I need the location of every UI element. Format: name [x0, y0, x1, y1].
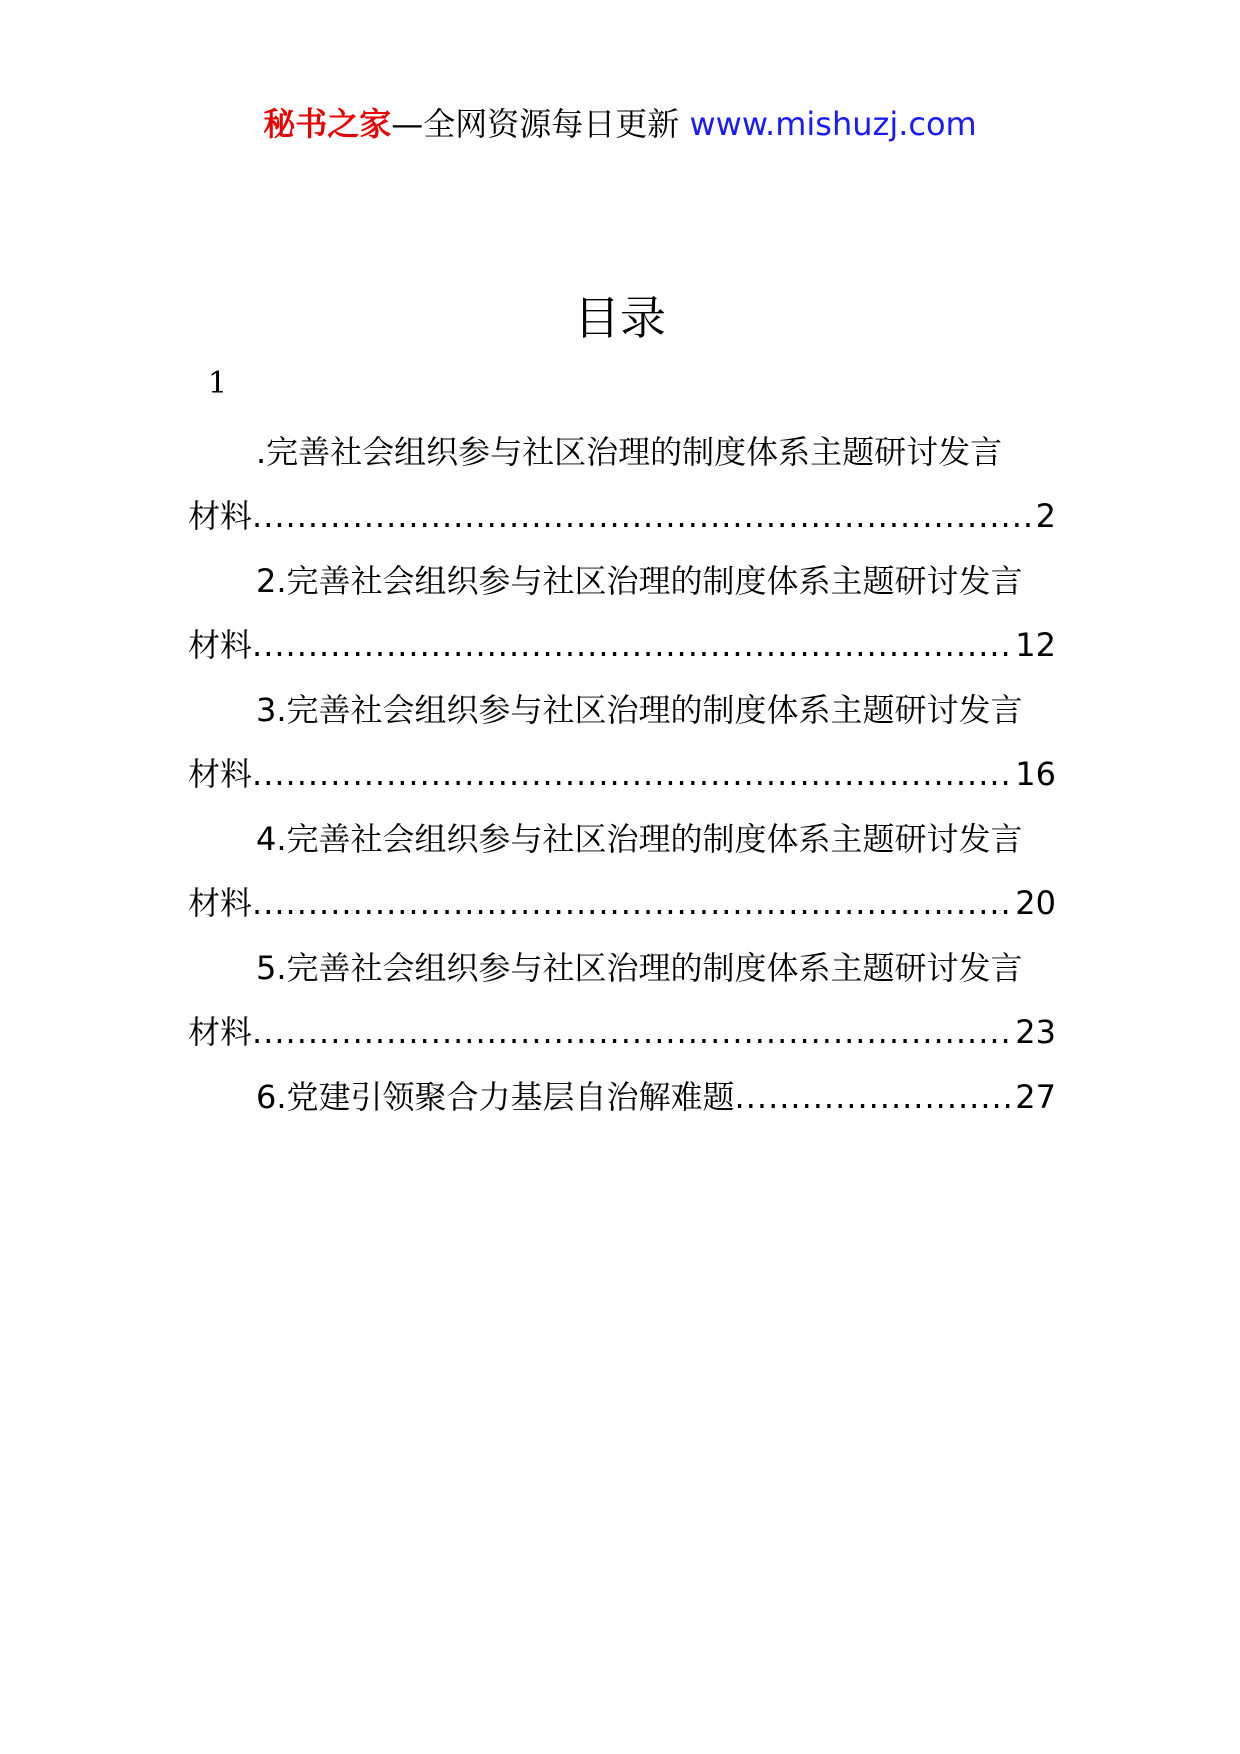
dot-leader: [252, 484, 1034, 548]
toc-entry-title: 4.完善社会组织参与社区治理的制度体系主题研讨发言: [256, 820, 1023, 858]
toc-entry-title: 6.党建引领聚合力基层自治解难题: [256, 1078, 735, 1116]
toc-page-number: 16: [1015, 755, 1056, 793]
site-url-link[interactable]: www.mishuzj.com: [689, 105, 977, 143]
table-of-contents: [188, 420, 1056, 1130]
toc-page-number: 20: [1015, 884, 1056, 922]
toc-page-number: 27: [1015, 1078, 1056, 1116]
toc-entry-title-cont: 材料: [188, 1013, 253, 1051]
toc-entry-3[interactable]: [188, 678, 1056, 806]
brand-name: 秘书之家: [263, 105, 392, 143]
stray-number: 1: [208, 366, 228, 401]
toc-entry-title: .完善社会组织参与社区治理的制度体系主题研讨发言: [256, 433, 1003, 471]
toc-entry-title-cont: 材料: [188, 626, 253, 664]
site-header: [0, 100, 1240, 148]
toc-entry-5[interactable]: [188, 936, 1056, 1064]
header-slogan: —全网资源每日更新: [391, 105, 680, 143]
dot-leader: [252, 613, 1013, 677]
toc-entry-1[interactable]: [188, 420, 1056, 548]
toc-entry-2[interactable]: [188, 549, 1056, 677]
dot-leader: [252, 742, 1013, 806]
dot-leader: [252, 871, 1013, 935]
toc-entry-title: 2.完善社会组织参与社区治理的制度体系主题研讨发言: [256, 562, 1023, 600]
toc-entry-4[interactable]: [188, 807, 1056, 935]
toc-page-number: 2: [1035, 497, 1056, 535]
toc-entry-6[interactable]: [188, 1065, 1056, 1129]
toc-page-number: 12: [1015, 626, 1056, 664]
dot-leader: [252, 1000, 1013, 1064]
toc-page-number: 23: [1015, 1013, 1056, 1051]
dot-leader: [735, 1065, 1014, 1129]
toc-title: 目录: [574, 291, 666, 345]
toc-entry-title-cont: 材料: [188, 497, 253, 535]
toc-entry-title-cont: 材料: [188, 884, 253, 922]
toc-entry-title: 3.完善社会组织参与社区治理的制度体系主题研讨发言: [256, 691, 1023, 729]
toc-entry-title: 5.完善社会组织参与社区治理的制度体系主题研讨发言: [256, 949, 1023, 987]
toc-entry-title-cont: 材料: [188, 755, 253, 793]
